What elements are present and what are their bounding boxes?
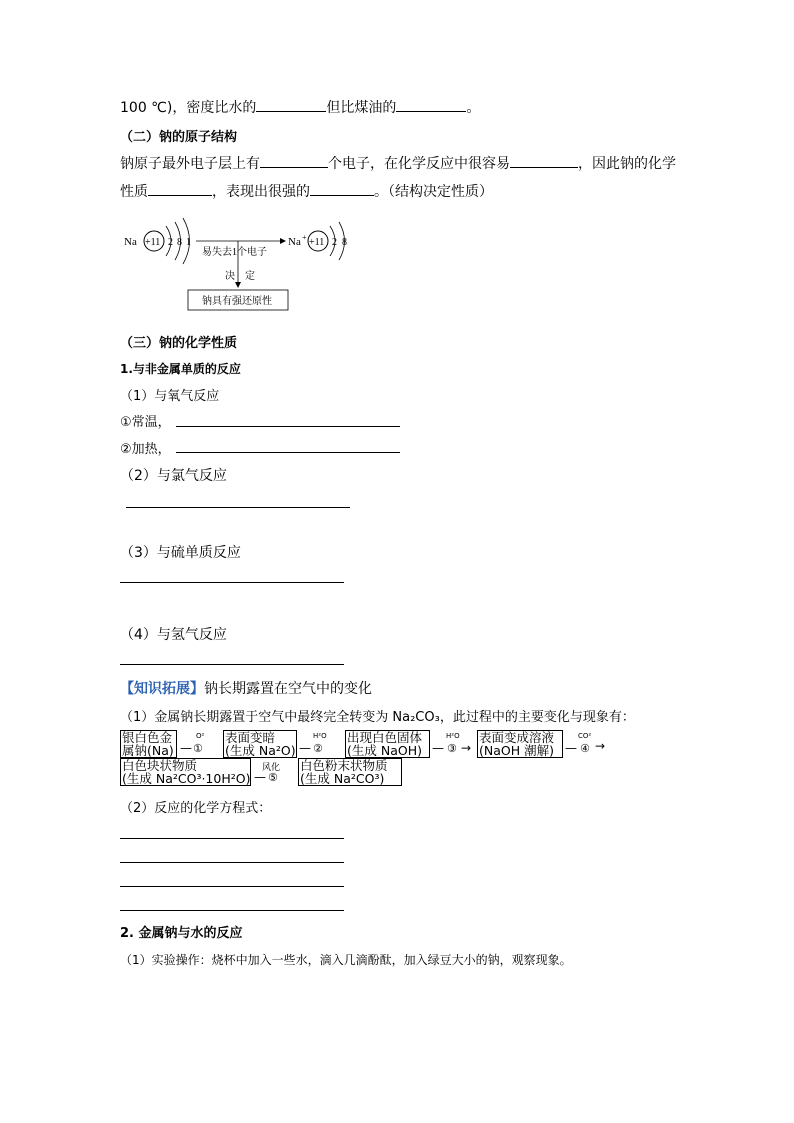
answer-line[interactable] xyxy=(120,862,344,863)
na-ion-charge: + xyxy=(302,233,307,242)
subsection-heading: 2. 金属钠与水的反应 xyxy=(120,926,243,941)
reducing-property-label: 钠具有强还原性 xyxy=(202,296,272,307)
section-heading: （三）钠的化学性质 xyxy=(120,336,238,351)
flow-box-carbonate: 白色粉末状物质 (生成 Na²CO³) xyxy=(298,758,402,786)
atom-nucleus-label: +11 xyxy=(145,237,161,248)
shell-count: 8 xyxy=(342,237,347,248)
flow-box-darkened: 表面变暗 (生成 Na²O) xyxy=(225,730,296,758)
section-heading: （二）钠的原子结构 xyxy=(120,130,238,145)
experiment-operation: （1）实验操作：烧杯中加入一些水，滴入几滴酚酞，加入绿豆大小的钠，观察现象。 xyxy=(120,953,572,967)
answer-blank[interactable] xyxy=(396,99,466,112)
structure-line-1: 钠原子最外电子层上有 个电子，在化学反应中很容易 ，因此钠的化学 xyxy=(120,156,676,172)
hydrogen-reaction-label: （4）与氢气反应 xyxy=(120,627,227,643)
answer-line[interactable] xyxy=(120,582,344,583)
flow-arrow: — xyxy=(180,741,192,755)
answer-line[interactable] xyxy=(176,426,400,427)
flow-box-hydrate: 白色块状物质 (生成 Na²CO³·10H²O) xyxy=(122,758,251,786)
flow-box-sodium: 银白色金 属钠(Na) xyxy=(120,730,177,758)
answer-line[interactable] xyxy=(176,452,400,453)
shell-count: 2 xyxy=(168,237,173,248)
oxygen-reaction-label: （1）与氧气反应 xyxy=(120,389,220,404)
answer-blank[interactable] xyxy=(148,183,212,196)
answer-line[interactable] xyxy=(120,838,344,839)
knowledge-tag: 【知识拓展】 xyxy=(120,681,204,697)
arrow-head xyxy=(280,238,286,244)
structure-line-2: 性质 ，表现出很强的 。（结构决定性质） xyxy=(120,184,493,200)
ion-nucleus-label: +11 xyxy=(309,237,325,248)
flow-box-solution: 表面变成溶液 (NaOH 潮解) xyxy=(477,730,563,758)
intro-line: 100 ℃)，密度比水的 但比煤油的 。 xyxy=(120,100,481,116)
flow-arrow: — xyxy=(254,770,266,784)
step-number: ⑤ xyxy=(268,771,278,784)
flow-arrow: — xyxy=(432,741,444,755)
reagent-label: O² xyxy=(196,732,205,740)
flow-arrow: — xyxy=(299,741,311,755)
reagent-label: 风化 xyxy=(262,763,281,773)
equations-label: （2）反应的化学方程式： xyxy=(120,801,272,816)
sulfur-reaction-label: （3）与硫单质反应 xyxy=(120,545,241,561)
flow-box-naoh: 出现白色固体 (生成 NaOH) xyxy=(345,730,430,758)
shell-count: 2 xyxy=(332,237,337,248)
decide-label: 决 定 xyxy=(225,271,255,282)
reagent-label: H²O xyxy=(313,732,327,740)
answer-blank[interactable] xyxy=(256,99,326,112)
reagent-label: H²O xyxy=(446,732,460,740)
answer-blank[interactable] xyxy=(260,155,328,168)
knowledge-title: 钠长期露置在空气中的变化 xyxy=(204,681,372,697)
step-number: ② xyxy=(313,742,323,755)
decide-arrow-head xyxy=(235,282,241,288)
answer-line[interactable] xyxy=(120,664,344,665)
answer-blank[interactable] xyxy=(510,155,578,168)
answer-blank[interactable] xyxy=(310,183,374,196)
knowledge-extension-heading xyxy=(120,678,372,698)
shell-count: 1 xyxy=(186,237,191,248)
answer-line[interactable] xyxy=(120,910,344,911)
na-symbol: Na xyxy=(124,236,137,248)
exposure-description: （1）金属钠长期露置于空气中最终完全转变为 Na₂CO₃，此过程中的主要变化与现象有： xyxy=(120,710,635,725)
arrow-label: 易失去1个电子 xyxy=(202,247,267,258)
flow-arrow: → xyxy=(595,739,606,753)
answer-line[interactable] xyxy=(120,886,344,887)
oxygen-item-1: ①常温， xyxy=(120,415,171,430)
subsection-heading: 1.与非金属单质的反应 xyxy=(120,362,241,376)
flow-arrow: → xyxy=(461,741,472,755)
shell-count: 8 xyxy=(177,237,182,248)
step-number: ④ xyxy=(580,742,590,755)
chlorine-reaction-label: （2）与氯气反应 xyxy=(120,468,227,484)
na-ion-symbol: Na xyxy=(288,236,301,248)
answer-line[interactable] xyxy=(126,507,350,508)
reagent-label: CO² xyxy=(578,732,592,740)
atom-structure-diagram xyxy=(118,212,368,318)
step-number: ③ xyxy=(447,742,457,755)
step-number: ① xyxy=(193,742,203,755)
oxygen-item-2: ②加热， xyxy=(120,442,171,457)
flow-arrow: — xyxy=(565,741,577,755)
